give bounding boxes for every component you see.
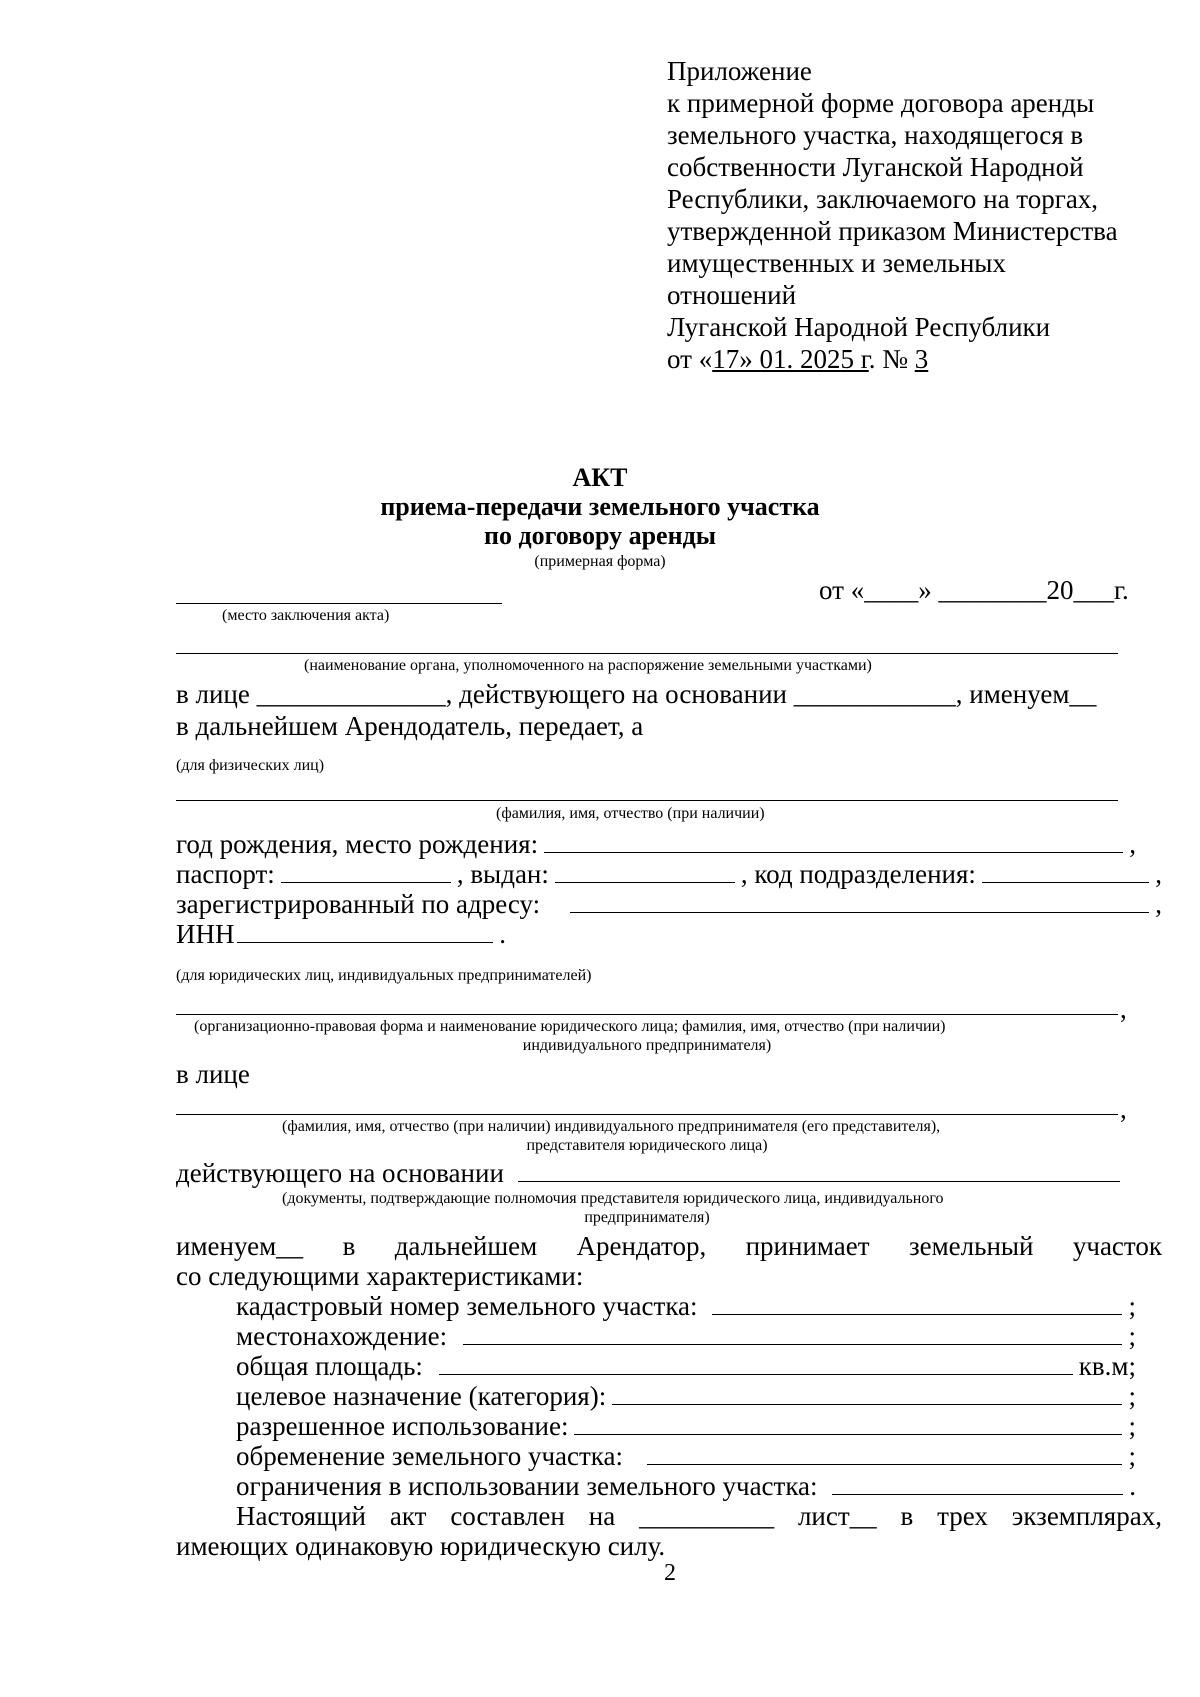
document-title-line3: по договору аренды	[483, 521, 717, 550]
char-end: .	[1129, 1471, 1136, 1501]
char-blank	[712, 1292, 1123, 1315]
header-line: Луганской Народной Республики	[667, 312, 1051, 342]
passport-end: ,	[1155, 859, 1162, 889]
basis-row	[176, 1157, 1126, 1189]
tenant-word: именуем__	[176, 1231, 304, 1261]
in-person-label: в лице	[176, 1059, 250, 1089]
tenant-word: земельный	[908, 1231, 1034, 1261]
char-end: кв.м;	[1078, 1351, 1136, 1381]
code-blank	[982, 860, 1149, 883]
fio-blank-line	[176, 800, 1118, 801]
birth-label: год рождения, место рождения:	[176, 829, 539, 859]
char-row-area	[236, 1350, 1136, 1382]
document-title: АКТ	[572, 463, 628, 492]
char-label: обременение земельного участка:	[236, 1441, 624, 1471]
org-caption-1: (организационно-правовая форма и наименование юридического лица; фамилия, имя, отчество (при наличии)	[194, 1018, 946, 1035]
passport-blank	[281, 860, 451, 883]
closing-word: составлен	[450, 1501, 565, 1531]
closing-word: Настоящий	[236, 1501, 367, 1531]
date-day: 17» 01. 2025 г	[712, 344, 869, 374]
char-end: ;	[1128, 1441, 1136, 1471]
basis-label: действующего на основании	[176, 1158, 504, 1188]
rep-blank-line	[176, 1114, 1118, 1115]
rep-caption-1: (фамилия, имя, отчество (при наличии) индивидуального предпринимателя (его представителя),	[282, 1118, 941, 1135]
act-date: от «____» ________20___г.	[819, 575, 1129, 605]
tenant-line2: со следующими характеристиками:	[176, 1261, 584, 1291]
doc-caption-1: (документы, подтверждающие полномочия представителя юридического лица, индивидуального	[282, 1190, 944, 1207]
char-end: ;	[1128, 1291, 1136, 1321]
closing-word: экземплярах,	[1011, 1501, 1162, 1531]
closing-line1	[236, 1500, 1162, 1532]
char-label: ограничения в использовании земельного участка:	[236, 1471, 818, 1501]
rep-line-end: ,	[1120, 1094, 1127, 1124]
tenant-word: принимает	[745, 1231, 870, 1261]
closing-word: трех	[937, 1501, 988, 1531]
char-blank	[439, 1352, 1073, 1375]
organ-line1: в лице ______________, действующего на основании ____________, именуем__	[176, 679, 1097, 709]
char-row-purpose	[236, 1380, 1136, 1412]
char-label: разрешенное использование:	[236, 1411, 569, 1441]
org-blank-line	[176, 1014, 1118, 1015]
address-label: зарегистрированный по адресу:	[176, 889, 541, 919]
inn-row	[176, 918, 506, 950]
closing-line2: имеющих одинаковую юридическую силу.	[176, 1531, 666, 1561]
char-row-encumbrance	[236, 1440, 1136, 1472]
place-caption: (место заключения акта)	[222, 607, 390, 624]
tenant-word: Арендатор,	[576, 1231, 707, 1261]
header-line: собственности Луганской Народной	[667, 152, 1084, 182]
organ-caption: (наименование органа, уполномоченного на распоряжение земельными участками)	[304, 657, 872, 674]
rep-caption-2: представителя юридического лица)	[526, 1137, 768, 1154]
char-row-restrictions	[236, 1470, 1136, 1502]
code-label: , код подразделения:	[740, 859, 976, 889]
closing-word: __________	[639, 1501, 775, 1531]
individual-heading: (для физических лиц)	[176, 757, 325, 774]
header-line: Приложение	[667, 56, 812, 86]
char-label: кадастровый номер земельного участка:	[236, 1291, 698, 1321]
tenant-word: в	[342, 1231, 356, 1261]
tenant-line1	[176, 1230, 1162, 1262]
header-line: утвержденной приказом Министерства	[667, 216, 1118, 246]
page-number: 2	[664, 1560, 676, 1586]
date-mid: . №	[868, 344, 915, 374]
organ-line2: в дальнейшем Арендодатель, передает, а	[176, 711, 644, 741]
closing-word: на	[588, 1501, 616, 1531]
char-blank	[647, 1442, 1122, 1465]
char-row-permitted	[236, 1410, 1136, 1442]
org-caption-2: индивидуального предпринимателя)	[522, 1037, 772, 1054]
header-line: Республики, заключаемого на торгах,	[667, 184, 1099, 214]
order-number: 3	[914, 344, 929, 374]
passport-label: паспорт:	[176, 859, 275, 889]
tenant-word: дальнейшем	[394, 1231, 538, 1261]
char-end: ;	[1128, 1321, 1136, 1351]
char-blank	[832, 1472, 1124, 1495]
document-title-line2: приема-передачи земельного участка	[380, 492, 820, 521]
document-subtitle: (примерная форма)	[534, 553, 666, 570]
header-line: к примерной форме договора аренды	[667, 88, 1095, 118]
address-row	[176, 888, 1162, 920]
char-end: ;	[1128, 1381, 1136, 1411]
char-label: целевое назначение (категория):	[236, 1381, 607, 1411]
date-prefix: от «	[667, 344, 713, 374]
char-row-location	[236, 1320, 1136, 1352]
inn-label: ИНН	[176, 919, 235, 949]
char-label: общая площадь:	[236, 1351, 423, 1381]
doc-caption-2: предпринимателя)	[584, 1209, 710, 1226]
legal-heading: (для юридических лиц, индивидуальных предпринимателей)	[176, 967, 592, 984]
inn-end: .	[499, 919, 506, 949]
char-blank	[574, 1412, 1122, 1435]
closing-word: в	[900, 1501, 914, 1531]
birth-row	[176, 828, 1136, 860]
birth-blank	[544, 830, 1123, 853]
char-row-cadastral	[236, 1290, 1136, 1322]
issued-label: , выдан:	[456, 859, 549, 889]
passport-row	[176, 858, 1162, 890]
issued-blank	[555, 860, 735, 883]
basis-blank	[518, 1159, 1120, 1182]
tenant-word: участок	[1072, 1231, 1162, 1261]
char-blank	[463, 1322, 1122, 1345]
char-blank	[612, 1382, 1122, 1405]
header-line: земельного участка, находящегося в	[667, 120, 1084, 150]
fio-caption: (фамилия, имя, отчество (при наличии)	[496, 805, 765, 822]
organ-blank-line	[176, 653, 1118, 654]
closing-word: акт	[389, 1501, 427, 1531]
header-line: отношений	[667, 280, 797, 310]
address-blank	[570, 890, 1149, 913]
char-label: местонахождение:	[236, 1321, 448, 1351]
address-end: ,	[1155, 889, 1162, 919]
header-line: имущественных и земельных	[667, 248, 1006, 278]
char-end: ;	[1128, 1411, 1136, 1441]
header-order-date	[667, 343, 928, 375]
inn-blank	[237, 920, 494, 943]
place-blank-line	[176, 603, 502, 604]
closing-word: лист__	[797, 1501, 877, 1531]
birth-end: ,	[1129, 829, 1136, 859]
org-line-end: ,	[1120, 994, 1127, 1024]
